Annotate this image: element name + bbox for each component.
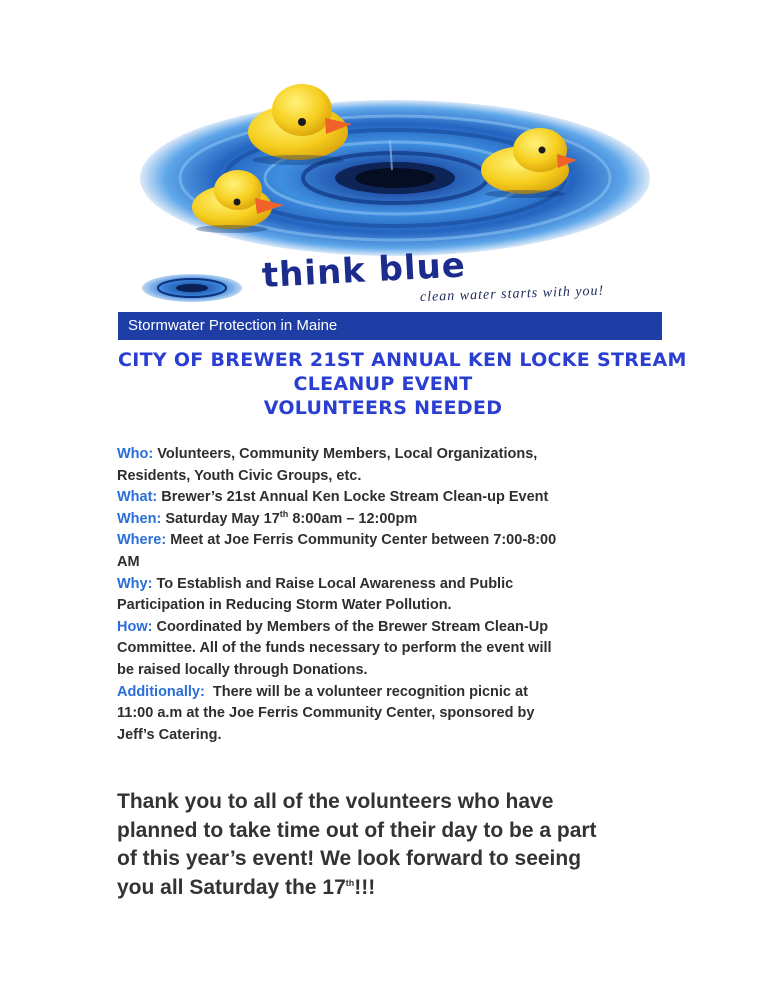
think-blue-logo-ripple [142, 274, 242, 302]
where-row [117, 530, 657, 552]
how-text-cont-2: be raised locally through Donations. [117, 661, 368, 678]
why-label: Why: [117, 575, 153, 592]
when-row [117, 509, 657, 531]
when-date: Saturday May 17 [165, 510, 280, 527]
who-text-cont: Residents, Youth Civic Groups, etc. [117, 467, 362, 484]
thank-you-message [117, 788, 677, 902]
additionally-label: Additionally: [117, 683, 205, 700]
thanks-line-4 [117, 874, 677, 903]
brand-tagline: clean water starts with you! [419, 283, 605, 305]
what-row [117, 487, 657, 509]
thanks-date-suffix: th [345, 877, 355, 888]
additionally-text-cont-2: Jeff’s Catering. [117, 726, 222, 743]
who-label: Who: [117, 446, 154, 462]
additionally-text-cont-1: 11:00 a.m at the Joe Ferris Community Center, sponsored by [117, 705, 535, 722]
thanks-exclamation: !!! [354, 875, 376, 899]
who-text: Volunteers, Community Members, Local Organizations, [157, 446, 538, 462]
thanks-line-3: of this year’s event! We look forward to seeing [117, 847, 582, 870]
thanks-line-1: Thank you to all of the volunteers who have [117, 790, 554, 813]
where-text: Meet at Joe Ferris Community Center between 7:00-8:00 [170, 532, 557, 549]
brand-title: think blue [260, 245, 467, 296]
when-label: When: [117, 510, 162, 527]
section-banner: Stormwater Protection in Maine [118, 312, 662, 340]
when-date-suffix: th [279, 508, 289, 519]
headline-line-1: CITY OF BREWER 21ST ANNUAL KEN LOCKE STREAM [118, 349, 687, 371]
why-row [117, 574, 657, 596]
additionally-row [117, 682, 657, 704]
headline-line-3: VOLUNTEERS NEEDED [263, 397, 503, 419]
thanks-line-2: planned to take time out of their day to be a part [117, 818, 597, 842]
how-text: Coordinated by Members of the Brewer Stream Clean-Up [156, 618, 549, 635]
why-text-cont: Participation in Reducing Storm Water Pollution. [117, 597, 452, 614]
where-label: Where: [117, 532, 167, 549]
where-text-cont: AM [117, 553, 140, 570]
thanks-line-4-text: you all Saturday the 17 [117, 875, 346, 899]
how-row [117, 617, 657, 639]
why-text: To Establish and Raise Local Awareness and Public [156, 575, 514, 592]
how-label: How: [117, 618, 153, 635]
additionally-text: There will be a volunteer recognition picnic at [212, 683, 528, 700]
what-text: Brewer’s 21st Annual Ken Locke Stream Clean-up Event [161, 489, 549, 506]
how-text-cont-1: Committee. All of the funds necessary to perform the event will [117, 640, 552, 657]
what-label: What: [117, 489, 158, 506]
event-details [117, 444, 657, 746]
who-row [117, 444, 657, 466]
when-time: 8:00am – 12:00pm [292, 510, 418, 527]
headline-line-2: CLEANUP EVENT [293, 373, 473, 395]
